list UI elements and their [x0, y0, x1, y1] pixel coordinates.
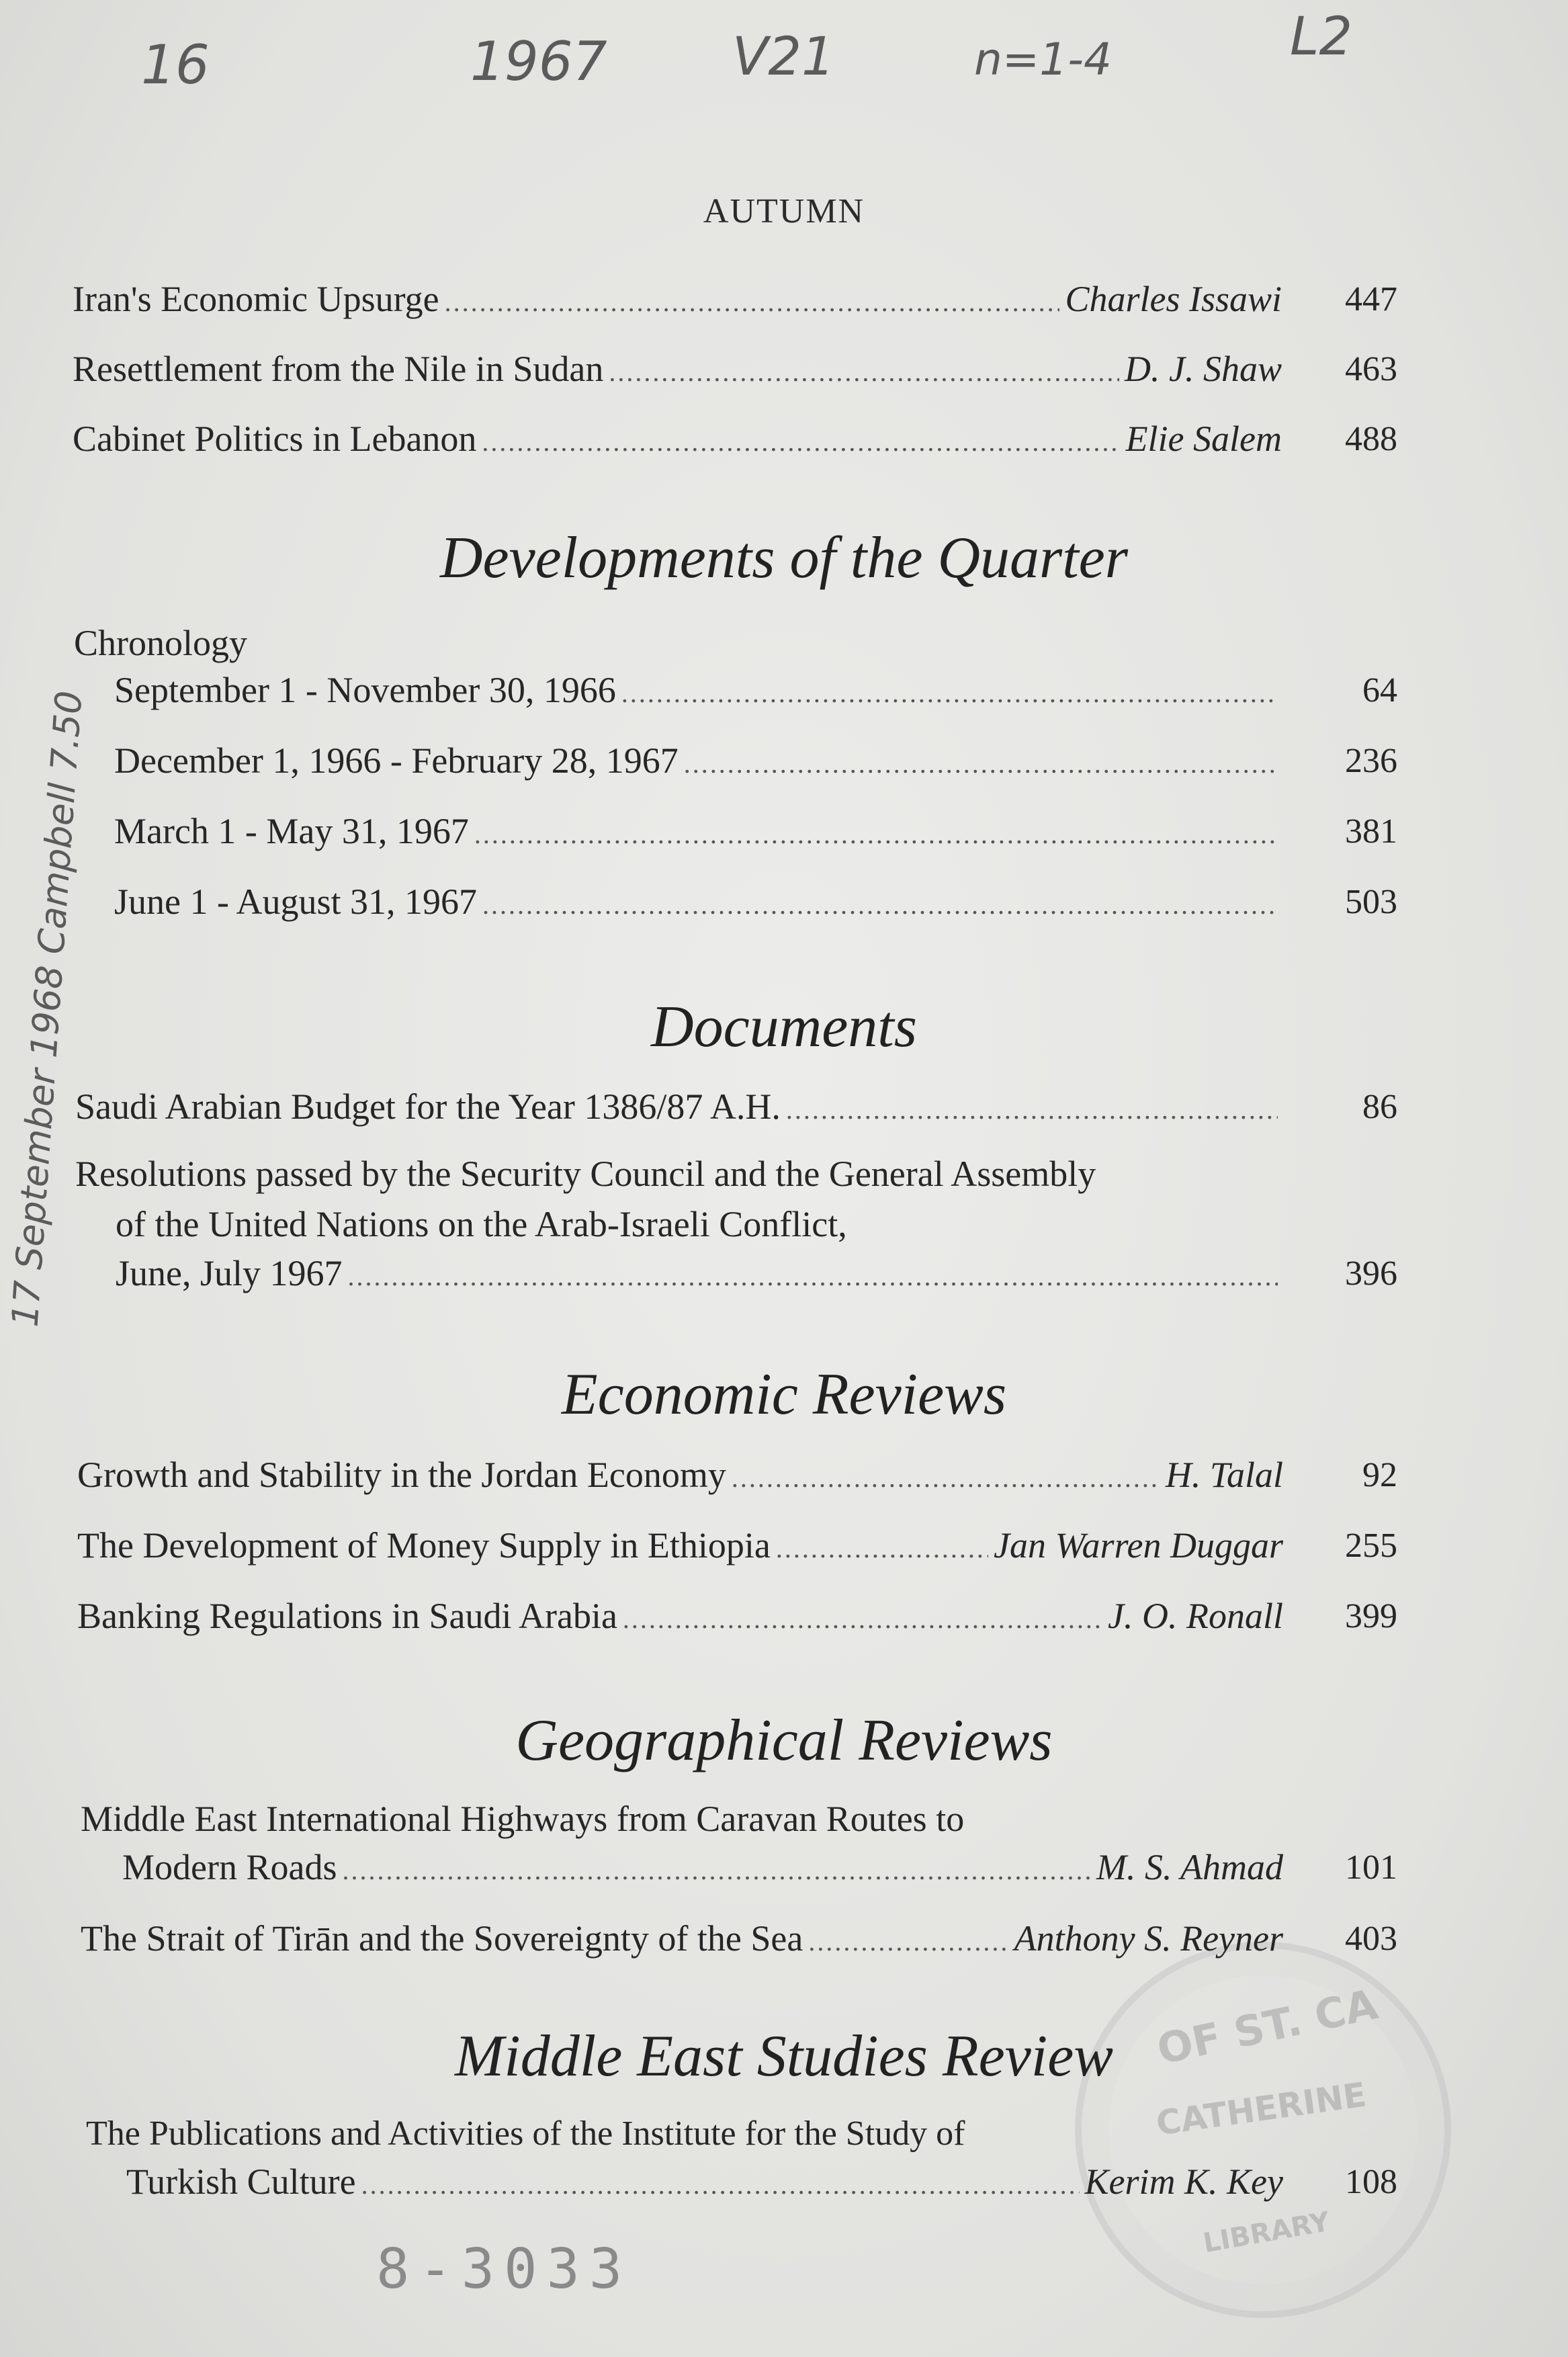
leader-dots: [445, 289, 1060, 316]
entry-page: 381: [1345, 812, 1397, 851]
entry-title: Turkish Culture: [126, 2161, 356, 2202]
entry-page: 64: [1362, 671, 1397, 710]
section-label-autumn: AUTUMN: [703, 192, 865, 230]
section-heading-geographical-reviews: Geographical Reviews: [515, 1708, 1053, 1773]
entry-title: Resettlement from the Nile in Sudan: [73, 349, 604, 389]
entry-title: The Development of Money Supply in Ethiopia: [77, 1525, 771, 1566]
entry-title: Banking Regulations in Saudi Arabia: [77, 1596, 617, 1636]
entry-page: 108: [1345, 2163, 1397, 2201]
toc-entry: [73, 281, 1282, 317]
leader-dots: [474, 821, 1278, 848]
entry-page: 503: [1345, 883, 1397, 921]
entry-page: 255: [1345, 1527, 1397, 1565]
entry-title: Growth and Stability in the Jordan Economy: [77, 1455, 726, 1495]
toc-entry: [114, 884, 1283, 920]
handwritten-note-volume: V21: [732, 27, 835, 87]
entry-title: Cabinet Politics in Lebanon: [73, 419, 477, 459]
entry-author: M. S. Ahmad: [1096, 1847, 1283, 1887]
entry-title: The Strait of Tirān and the Sovereignty of the Sea: [81, 1918, 803, 1959]
entry-title: September 1 - November 30, 1966: [114, 670, 616, 710]
entry-page: 86: [1362, 1088, 1397, 1126]
entry-title: March 1 - May 31, 1967: [114, 811, 469, 851]
leader-dots: [623, 1606, 1102, 1633]
leader-dots: [482, 429, 1120, 456]
library-stamp: [1075, 1942, 1451, 2318]
leader-dots: [621, 680, 1278, 707]
entry-title: Iran's Economic Upsurge: [73, 279, 439, 319]
entry-page: 396: [1345, 1254, 1397, 1293]
toc-entry: [81, 1920, 1283, 1957]
entry-page: 447: [1345, 280, 1397, 318]
entry-author: Elie Salem: [1125, 419, 1282, 459]
toc-entry: [126, 2163, 1283, 2200]
leader-dots: [342, 1857, 1091, 1884]
entry-title: Modern Roads: [122, 1847, 337, 1887]
entry-title: Saudi Arabian Budget for the Year 1386/87 A.H.: [75, 1086, 781, 1127]
section-heading-documents: Documents: [651, 994, 917, 1060]
toc-entry: [114, 672, 1283, 708]
toc-entry: [73, 421, 1282, 457]
entry-page: 403: [1345, 1920, 1397, 1958]
toc-entry: [75, 1088, 1283, 1125]
entry-author: H. Talal: [1165, 1455, 1283, 1495]
toc-entry: [122, 1849, 1283, 1885]
handwritten-accession-number: 8-3033: [376, 2237, 632, 2301]
stamp-text-2: CATHERINE: [1153, 2075, 1369, 2143]
entry-title-line-2: of the United Nations on the Arab-Israeli Conflict,: [116, 1204, 847, 1244]
entry-page: 488: [1345, 420, 1397, 458]
entry-author: Anthony S. Reyner: [1014, 1918, 1283, 1959]
section-heading-middle-east-studies-review: Middle East Studies Review: [455, 2024, 1113, 2089]
entry-author: Jan Warren Duggar: [994, 1525, 1283, 1566]
leader-dots: [732, 1465, 1160, 1492]
toc-entry: [73, 351, 1282, 387]
entry-title: June 1 - August 31, 1967: [114, 882, 477, 922]
toc-entry: [77, 1525, 1283, 1566]
leader-dots: [482, 892, 1278, 918]
handwritten-note-16: 16: [141, 34, 210, 96]
leader-dots: [808, 1928, 1008, 1955]
leader-dots: [776, 1535, 988, 1562]
leader-dots: [684, 751, 1278, 777]
entry-title-line-1: Resolutions passed by the Security Council and the General Assembly: [75, 1154, 1096, 1194]
entry-title-line-1: The Publications and Activities of the Institute for the Study of: [86, 2114, 965, 2153]
entry-page: 463: [1345, 350, 1397, 388]
toc-entry: [114, 742, 1283, 779]
section-heading-economic-reviews: Economic Reviews: [561, 1362, 1007, 1427]
toc-entry: [77, 1598, 1283, 1634]
handwritten-note-l2: L2: [1290, 7, 1353, 67]
stamp-text-1: OF ST. CA: [1153, 1979, 1382, 2074]
entry-page: 92: [1362, 1456, 1397, 1494]
section-heading-developments: Developments of the Quarter: [440, 525, 1128, 591]
toc-entry: [77, 1457, 1283, 1493]
stamp-text-3: LIBRARY: [1201, 2206, 1332, 2260]
entry-author: D. J. Shaw: [1125, 349, 1282, 389]
entry-author: Kerim K. Key: [1084, 2161, 1283, 2202]
leader-dots: [786, 1097, 1278, 1123]
entry-page: 399: [1345, 1597, 1397, 1635]
toc-entry: [114, 813, 1283, 849]
entry-title: December 1, 1966 - February 28, 1967: [114, 740, 679, 781]
handwritten-side-note: 17 September 1968 Campbell 7.50: [3, 689, 91, 1328]
leader-dots: [609, 359, 1119, 386]
entry-title: June, July 1967: [116, 1253, 343, 1293]
entry-author: J. O. Ronall: [1108, 1596, 1283, 1636]
entry-author: Charles Issawi: [1065, 279, 1282, 319]
handwritten-note-year: 1967: [470, 30, 607, 93]
entry-page: 101: [1345, 1848, 1397, 1887]
entry-page: 236: [1345, 742, 1397, 780]
subheading-chronology: Chronology: [74, 623, 248, 663]
leader-dots: [361, 2172, 1080, 2198]
handwritten-note-numbers: n=1-4: [974, 34, 1112, 85]
toc-entry: [116, 1255, 1283, 1291]
leader-dots: [348, 1263, 1278, 1290]
entry-title-line-1: Middle East International Highways from Caravan Routes to: [81, 1799, 965, 1839]
